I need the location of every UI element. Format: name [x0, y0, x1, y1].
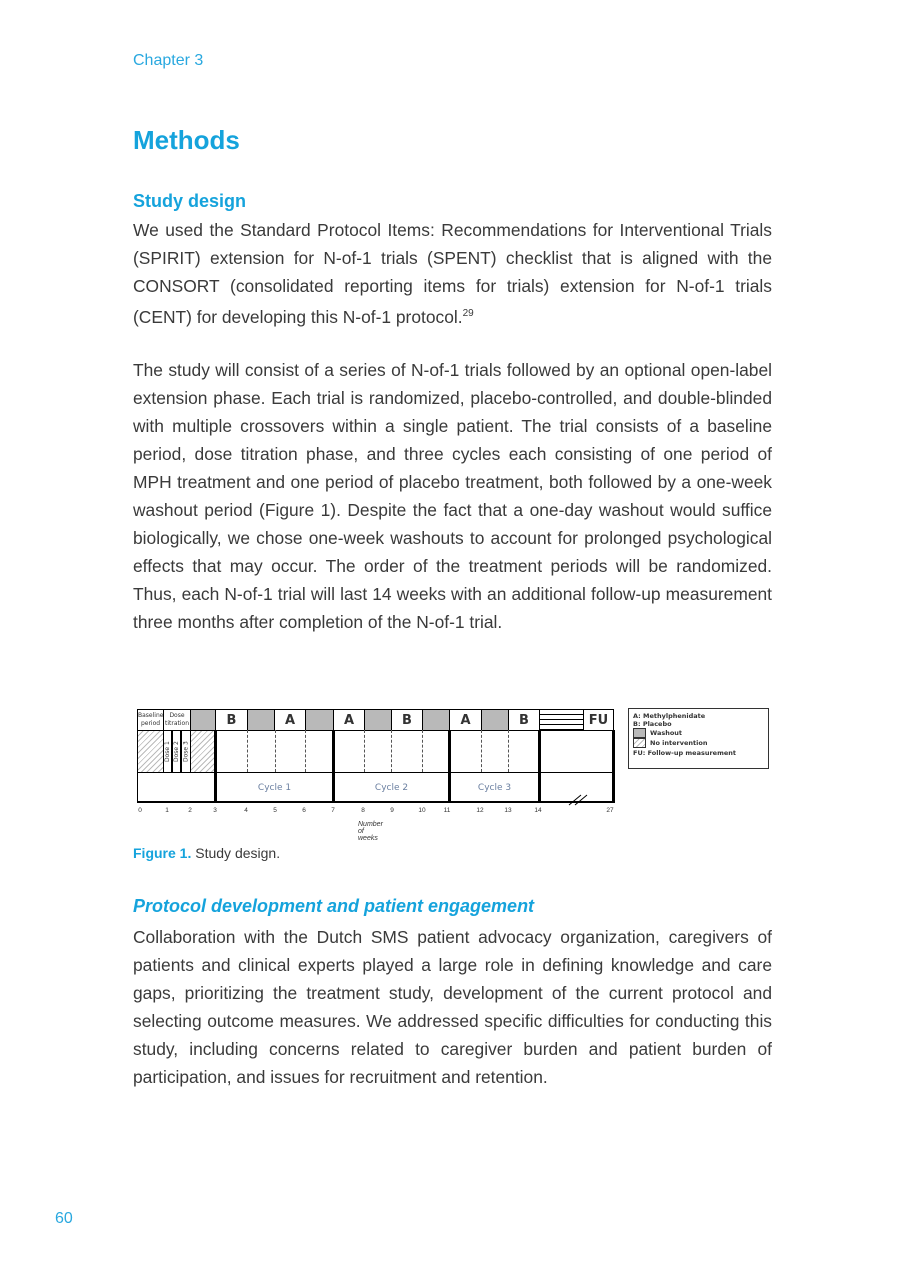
p1-text: We used the Standard Protocol Items: Recommendations for Interventional Trials (SPIRIT) extension for N-of-1 trials (SPENT) checklist that is aligned with the CONSORT (consolidated reporting items for trials) extension for N-of-1 trials (CENT) for developing this N-of-1 protocol. [133, 220, 772, 327]
divider [305, 730, 306, 772]
washout-block [481, 709, 509, 731]
chapter-label: Chapter 3 [133, 52, 204, 69]
divider [391, 730, 392, 772]
legend-fu: FU: Follow-up measurement [633, 749, 736, 757]
washout-block [190, 709, 216, 731]
washout-block [422, 709, 450, 731]
tick: 4 [244, 807, 248, 814]
cycle-3: Cycle 3 [449, 772, 540, 803]
tick: 8 [361, 807, 365, 814]
section-title: Methods [133, 125, 240, 155]
tick: 9 [390, 807, 394, 814]
legend-none-label: No intervention [650, 739, 708, 747]
caption-text: Study design. [195, 845, 281, 861]
axis-line [137, 801, 615, 803]
tick: 1 [165, 807, 169, 814]
study-design-heading: Study design [133, 191, 247, 211]
tick: 5 [273, 807, 277, 814]
washout-block [364, 709, 392, 731]
bottom-pre-cycle [137, 772, 216, 803]
cycle-1: Cycle 1 [215, 772, 334, 803]
tick: 7 [331, 807, 335, 814]
tick: 3 [213, 807, 217, 814]
legend-a: A: Methylphenidate [633, 712, 706, 720]
engagement-heading: Protocol development and patient engagement [133, 896, 535, 916]
legend-b: B: Placebo [633, 720, 672, 728]
no-intervention-block [190, 730, 216, 773]
period-3: A [333, 709, 365, 731]
study-design-paragraph-1 [133, 216, 772, 331]
striped-block [539, 709, 584, 731]
no-intervention-block [137, 730, 164, 773]
period-2: A [274, 709, 306, 731]
tick: 6 [302, 807, 306, 814]
page-number: 60 [55, 1210, 73, 1227]
dose-2: Dose 2 [172, 730, 181, 773]
baseline-period-label: Baseline period [137, 709, 164, 731]
legend-washout-label: Washout [650, 729, 683, 737]
washout-swatch [633, 728, 646, 738]
caption-label: Figure 1. [133, 845, 192, 861]
period-5: A [449, 709, 482, 731]
tick: 14 [534, 807, 542, 814]
divider [247, 730, 248, 772]
divider [481, 730, 482, 772]
dose-titration-label: Dose titration [163, 709, 191, 731]
divider [612, 730, 615, 803]
follow-up-block: FU [583, 709, 614, 731]
period-4: B [391, 709, 423, 731]
tick: 11 [443, 807, 451, 814]
divider [332, 730, 335, 803]
study-design-paragraph-2: The study will consist of a series of N-of-1 trials followed by an optional open-label extension phase. Each trial is randomized, placebo-controlled, and double-blinded with multiple crossovers within a single patient. The trial consists of a baseline period, dose titration phase, and three cycles each consisting of one period of MPH treatment and one period of placebo treatment, both followed by a one-week washout period (Figure 1). Despite the fact that a one-day washout would suffice biologically, we chose one-week washouts to account for prolonged psychological effects that may occur. The order of the treatment periods will be randomized. Thus, each N-of-1 trial will last 14 weeks with an additional follow-up measurement three months after completion of the N-of-1 trial. [133, 360, 772, 632]
x-axis-label: Number of weeks [358, 821, 383, 842]
period-6: B [508, 709, 540, 731]
divider [422, 730, 423, 772]
dose-1: Dose 1 [163, 730, 172, 773]
divider [538, 730, 541, 803]
dose-3: Dose 3 [181, 730, 191, 773]
divider [364, 730, 365, 772]
axis-break-icon [568, 792, 598, 806]
tick: 0 [138, 807, 142, 814]
figure-caption [133, 845, 280, 861]
tick: 13 [504, 807, 512, 814]
no-intervention-swatch [633, 738, 646, 748]
tick: 2 [188, 807, 192, 814]
divider [508, 730, 509, 772]
washout-block [247, 709, 275, 731]
divider [275, 730, 276, 772]
tick: 27 [606, 807, 614, 814]
reference-29: 29 [462, 308, 474, 319]
cycle-2: Cycle 2 [333, 772, 450, 803]
tick: 12 [476, 807, 484, 814]
washout-block [305, 709, 334, 731]
divider [214, 730, 217, 803]
tick: 10 [418, 807, 426, 814]
engagement-paragraph: Collaboration with the Dutch SMS patient advocacy organization, caregivers of patients and clinical experts played a large role in defining knowledge and care gaps, prioritizing the treatment study, development of the current protocol and selecting outcome measures. We addressed specific difficulties for conducting this study, including concerns related to caregiver burden and patient burden of participation, and issues for recruitment and retention. [133, 927, 772, 1087]
figure-legend [628, 708, 769, 769]
divider [448, 730, 451, 803]
period-1: B [215, 709, 248, 731]
